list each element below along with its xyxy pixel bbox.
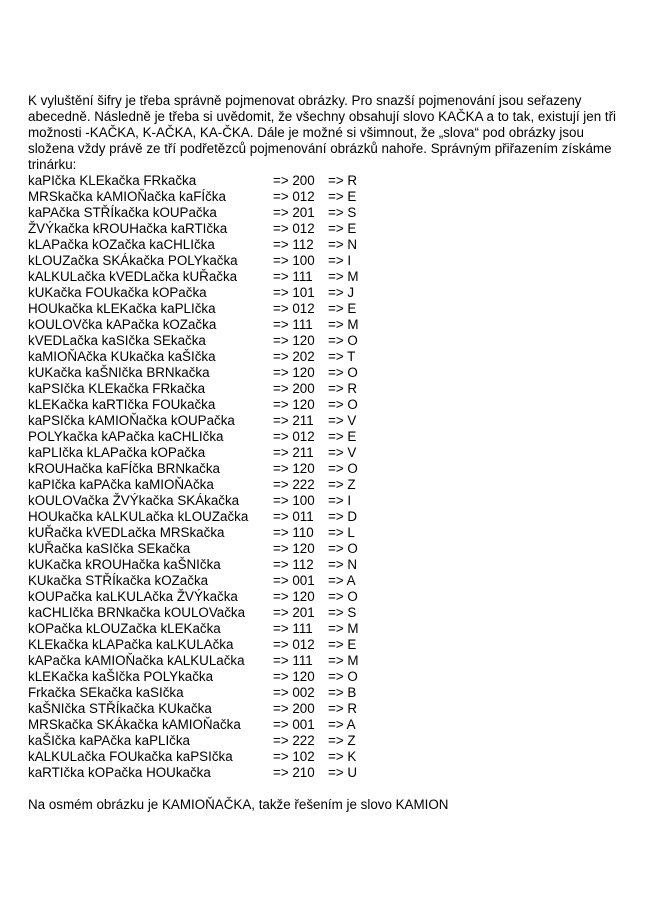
ternary-code: => 012 — [273, 637, 315, 652]
picture-names: kLAPačka kOZačka kaCHLIčka — [28, 237, 215, 252]
picture-names: kUKačka FOUkačka kOPačka — [28, 285, 207, 300]
decoded-letter: => E — [328, 429, 357, 444]
decoded-letter: => A — [328, 717, 356, 732]
decoded-letter: => E — [328, 189, 357, 204]
picture-names: ŽVÝkačka kROUHačka kaRTIčka — [28, 221, 228, 236]
decoded-letter: => N — [328, 237, 358, 252]
cipher-row — [28, 733, 628, 749]
ternary-code: => 012 — [273, 221, 315, 236]
ternary-code: => 120 — [273, 669, 315, 684]
ternary-code: => 120 — [273, 541, 315, 556]
cipher-row — [28, 621, 628, 637]
cipher-row — [28, 237, 628, 253]
picture-names: kOPačka kLOUZačka kLEKačka — [28, 621, 221, 636]
cipher-row — [28, 221, 628, 237]
cipher-row — [28, 573, 628, 589]
cipher-row — [28, 301, 628, 317]
cipher-row — [28, 173, 628, 189]
decoded-letter: => I — [328, 253, 352, 268]
cipher-row — [28, 749, 628, 765]
decoded-letter: => O — [328, 541, 358, 556]
ternary-code: => 202 — [273, 349, 315, 364]
picture-names: KLEkačka kLAPačka kaLKULAčka — [28, 637, 234, 652]
decoded-letter: => M — [328, 653, 359, 668]
ternary-code: => 210 — [273, 765, 315, 780]
picture-names: MRSkačka kAMIOŇačka kaFÍčka — [28, 189, 226, 204]
picture-names: kaCHLIčka BRNkačka kOULOVačka — [28, 605, 246, 620]
cipher-row — [28, 509, 628, 525]
cipher-row — [28, 701, 628, 717]
picture-names: kaPSIčka KLEkačka FRkačka — [28, 381, 206, 396]
ternary-code: => 102 — [273, 749, 315, 764]
cipher-rows-list — [28, 173, 628, 781]
ternary-code: => 001 — [273, 573, 315, 588]
decoded-letter: => E — [328, 637, 357, 652]
cipher-row — [28, 541, 628, 557]
decoded-letter: => O — [328, 365, 358, 380]
solution-document — [28, 93, 628, 813]
decoded-letter: => O — [328, 397, 358, 412]
picture-names: kaPIčka KLEkačka FRkačka — [28, 173, 197, 188]
cipher-row — [28, 381, 628, 397]
decoded-letter: => K — [328, 749, 357, 764]
decoded-letter: => R — [328, 381, 358, 396]
cipher-row — [28, 269, 628, 285]
decoded-letter: => R — [328, 701, 358, 716]
decoded-letter: => N — [328, 557, 358, 572]
cipher-row — [28, 205, 628, 221]
ternary-code: => 120 — [273, 365, 315, 380]
picture-names: kaRTIčka kOPačka HOUkačka — [28, 765, 211, 780]
decoded-letter: => S — [328, 605, 357, 620]
picture-names: kUŘačka kVEDLačka MRSkačka — [28, 525, 225, 540]
picture-names: Frkačka SEkačka kaSIčka — [28, 685, 184, 700]
ternary-code: => 211 — [273, 445, 314, 460]
ternary-code: => 222 — [273, 733, 315, 748]
decoded-letter: => R — [328, 173, 358, 188]
decoded-letter: => M — [328, 317, 359, 332]
picture-names: kVEDLačka kaSIčka SEkačka — [28, 333, 206, 348]
cipher-row — [28, 285, 628, 301]
picture-names: kOULOVačka ŽVÝkačka SKÁkačka — [28, 493, 240, 508]
decoded-letter: => O — [328, 333, 358, 348]
picture-names: kaPAčka STŘÍkačka kOUPačka — [28, 205, 217, 220]
picture-names: KUkačka STŘÍkačka kOZačka — [28, 573, 209, 588]
ternary-code: => 120 — [273, 461, 315, 476]
ternary-code: => 111 — [273, 621, 313, 636]
cipher-row — [28, 397, 628, 413]
picture-names: kaMIOŇAčka KUkačka kaŠIčka — [28, 349, 216, 364]
cipher-row — [28, 413, 628, 429]
picture-names: kROUHačka kaFÍčka BRNkačka — [28, 461, 220, 476]
cipher-row — [28, 765, 628, 781]
decoded-letter: => U — [328, 765, 358, 780]
ternary-code: => 012 — [273, 189, 315, 204]
cipher-row — [28, 493, 628, 509]
decoded-letter: => O — [328, 461, 358, 476]
ternary-code: => 211 — [273, 413, 314, 428]
cipher-row — [28, 557, 628, 573]
intro-paragraph: K vyluštění šifry je třeba správně pojmenovat obrázky. Pro snazší pojmenování jsou seřazeny abecedně. Následně je třeba si uvědomit, že všechny obsahují slovo KAČKA a to tak, existují jen tři možnosti -KAČKA, K-AČKA, KA-ČKA. Dále je možné si všimnout, že „slova“ pod obrázky jsou složena vždy právě ze tří podřetězců pojmenování obrázků nahoře. Správným přiřazením získáme trinárku: — [28, 93, 617, 172]
cipher-row — [28, 717, 628, 733]
ternary-code: => 111 — [273, 653, 313, 668]
picture-names: HOUkačka kALKULačka kLOUZačka — [28, 509, 249, 524]
conclusion-paragraph: Na osmém obrázku je KAMIOŇAČKA, takže řešením je slovo KAMION — [28, 797, 449, 812]
cipher-row — [28, 429, 628, 445]
picture-names: POLYkačka kAPačka kaCHLIčka — [28, 429, 224, 444]
ternary-code: => 201 — [273, 205, 315, 220]
ternary-code: => 112 — [273, 557, 314, 572]
cipher-row — [28, 605, 628, 621]
picture-names: kOULOVčka kAPačka kOZačka — [28, 317, 217, 332]
decoded-letter: => L — [328, 525, 355, 540]
ternary-code: => 200 — [273, 381, 315, 396]
decoded-letter: => E — [328, 301, 357, 316]
ternary-code: => 222 — [273, 477, 315, 492]
decoded-letter: => V — [328, 413, 357, 428]
picture-names: kALKULačka kVEDLačka kUŘačka — [28, 269, 238, 284]
picture-names: kLOUZačka SKÁkačka POLYkačka — [28, 253, 238, 268]
ternary-code: => 110 — [273, 525, 314, 540]
ternary-code: => 100 — [273, 253, 315, 268]
decoded-letter: => S — [328, 205, 357, 220]
ternary-code: => 111 — [273, 269, 313, 284]
decoded-letter: => D — [328, 509, 358, 524]
ternary-code: => 120 — [273, 397, 315, 412]
cipher-row — [28, 461, 628, 477]
picture-names: kUKačka kaŠNIčka BRNkačka — [28, 365, 210, 380]
ternary-code: => 112 — [273, 237, 314, 252]
cipher-row — [28, 653, 628, 669]
ternary-code: => 012 — [273, 429, 315, 444]
cipher-row — [28, 685, 628, 701]
decoded-letter: => A — [328, 573, 356, 588]
decoded-letter: => O — [328, 589, 358, 604]
decoded-letter: => Z — [328, 477, 356, 492]
ternary-code: => 012 — [273, 301, 315, 316]
picture-names: kLEKačka kaŠIčka POLYkačka — [28, 669, 214, 684]
picture-names: kaŠNIčka STŘÍkačka KUkačka — [28, 701, 212, 716]
decoded-letter: => E — [328, 221, 357, 236]
ternary-code: => 201 — [273, 605, 315, 620]
cipher-row — [28, 637, 628, 653]
picture-names: kaPLIčka kLAPačka kOPačka — [28, 445, 206, 460]
cipher-row — [28, 365, 628, 381]
ternary-code: => 120 — [273, 333, 315, 348]
picture-names: kaPIčka kaPAčka kaMIOŇAčka — [28, 477, 214, 492]
ternary-code: => 011 — [273, 509, 314, 524]
decoded-letter: => I — [328, 493, 352, 508]
picture-names: MRSkačka SKÁkačka kAMIOŇačka — [28, 717, 241, 732]
decoded-letter: => T — [328, 349, 356, 364]
cipher-row — [28, 669, 628, 685]
picture-names: kaŠIčka kaPAčka kaPLIčka — [28, 733, 191, 748]
cipher-row — [28, 589, 628, 605]
decoded-letter: => J — [328, 285, 355, 300]
decoded-letter: => M — [328, 621, 359, 636]
ternary-code: => 100 — [273, 493, 315, 508]
picture-names: kLEKačka kaRTIčka FOUkačka — [28, 397, 216, 412]
ternary-code: => 200 — [273, 701, 315, 716]
ternary-code: => 200 — [273, 173, 315, 188]
picture-names: kUKačka kROUHačka kaŠNIčka — [28, 557, 221, 572]
cipher-row — [28, 253, 628, 269]
decoded-letter: => M — [328, 269, 359, 284]
ternary-code: => 002 — [273, 685, 315, 700]
decoded-letter: => V — [328, 445, 357, 460]
decoded-letter: => B — [328, 685, 357, 700]
ternary-code: => 120 — [273, 589, 315, 604]
decoded-letter: => Z — [328, 733, 356, 748]
cipher-row — [28, 189, 628, 205]
picture-names: kOUPačka kaLKULAčka ŽVÝkačka — [28, 589, 238, 604]
picture-names: kUŘačka kaSIčka SEkačka — [28, 541, 191, 556]
cipher-row — [28, 477, 628, 493]
decoded-letter: => O — [328, 669, 358, 684]
picture-names: kaPSIčka kAMIOŇačka kOUPačka — [28, 413, 235, 428]
cipher-row — [28, 317, 628, 333]
cipher-row — [28, 525, 628, 541]
cipher-row — [28, 349, 628, 365]
picture-names: kAPačka kAMIOŇačka kALKULačka — [28, 653, 245, 668]
cipher-row — [28, 333, 628, 349]
picture-names: HOUkačka kLEKačka kaPLIčka — [28, 301, 216, 316]
ternary-code: => 001 — [273, 717, 315, 732]
picture-names: kALKULačka FOUkačka kaPSIčka — [28, 749, 233, 764]
cipher-row — [28, 445, 628, 461]
ternary-code: => 111 — [273, 317, 313, 332]
ternary-code: => 101 — [273, 285, 315, 300]
